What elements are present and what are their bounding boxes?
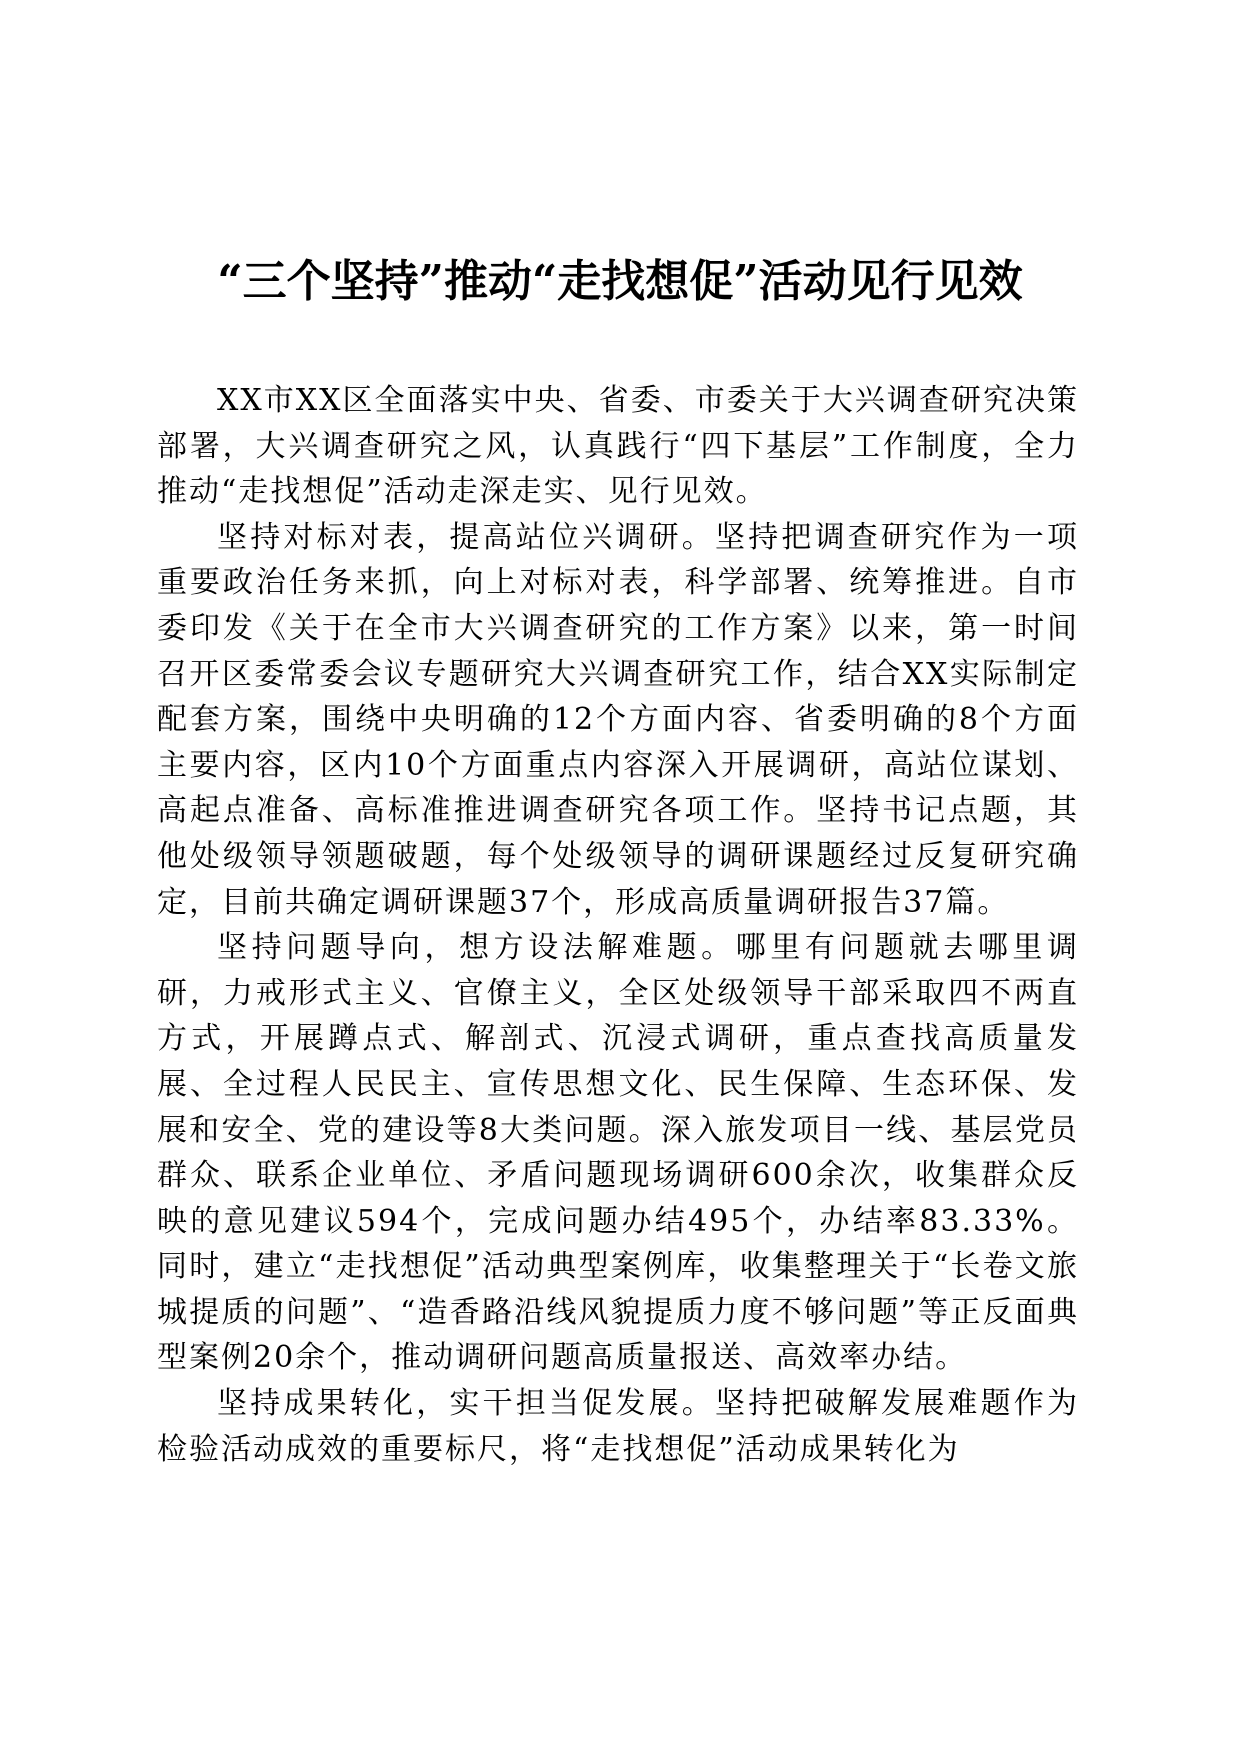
document-title: “三个坚持”推动“走找想促”活动见行见效 (217, 256, 1023, 307)
document-body (157, 378, 1079, 1472)
paragraph-results-transformation: 坚持成果转化，实干担当促发展。坚持把破解发展难题作为检验活动成效的重要标尺，将“走找想促”活动成果转化为 (157, 1386, 1079, 1467)
paragraph-problem-oriented: 坚持问题导向，想方设法解难题。哪里有问题就去哪里调研，力戒形式主义、官僚主义，全区处级领导干部采取四不两直方式，开展蹲点式、解剖式、沉浸式调研，重点查找高质量发展、全过程人民民主、宣传思想文化、民生保障、生态环保、发展和安全、党的建设等8大类问题。深入旅发项目一线、基层党员群众、联系企业单位、矛盾问题现场调研600余次，收集群众反映的意见建议594个，完成问题办结495个，办结率83.33%。同时，建立“走找想促”活动典型案例库，收集整理关于“长卷文旅城提质的问题”、“造香路沿线风貌提质力度不够问题”等正反面典型案例20余个，推动调研问题高质量报送、高效率办结。 (157, 930, 1079, 1376)
paragraph-intro: XX市XX区全面落实中央、省委、市委关于大兴调查研究决策部署，大兴调查研究之风，认真践行“四下基层”工作制度，全力推动“走找想促”活动走深走实、见行见效。 (157, 383, 1079, 510)
paragraph-benchmarking: 坚持对标对表，提高站位兴调研。坚持把调查研究作为一项重要政治任务来抓，向上对标对表，科学部署、统筹推进。自市委印发《关于在全市大兴调查研究的工作方案》以来，第一时间召开区委常委会议专题研究大兴调查研究工作，结合XX实际制定配套方案，围绕中央明确的12个方面内容、省委明确的8个方面主要内容，区内10个方面重点内容深入开展调研，高站位谋划、高起点准备、高标准推进调查研究各项工作。坚持书记点题，其他处级领导领题破题，每个处级领导的调研课题经过反复研究确定，目前共确定调研课题37个，形成高质量调研报告37篇。 (157, 519, 1079, 920)
